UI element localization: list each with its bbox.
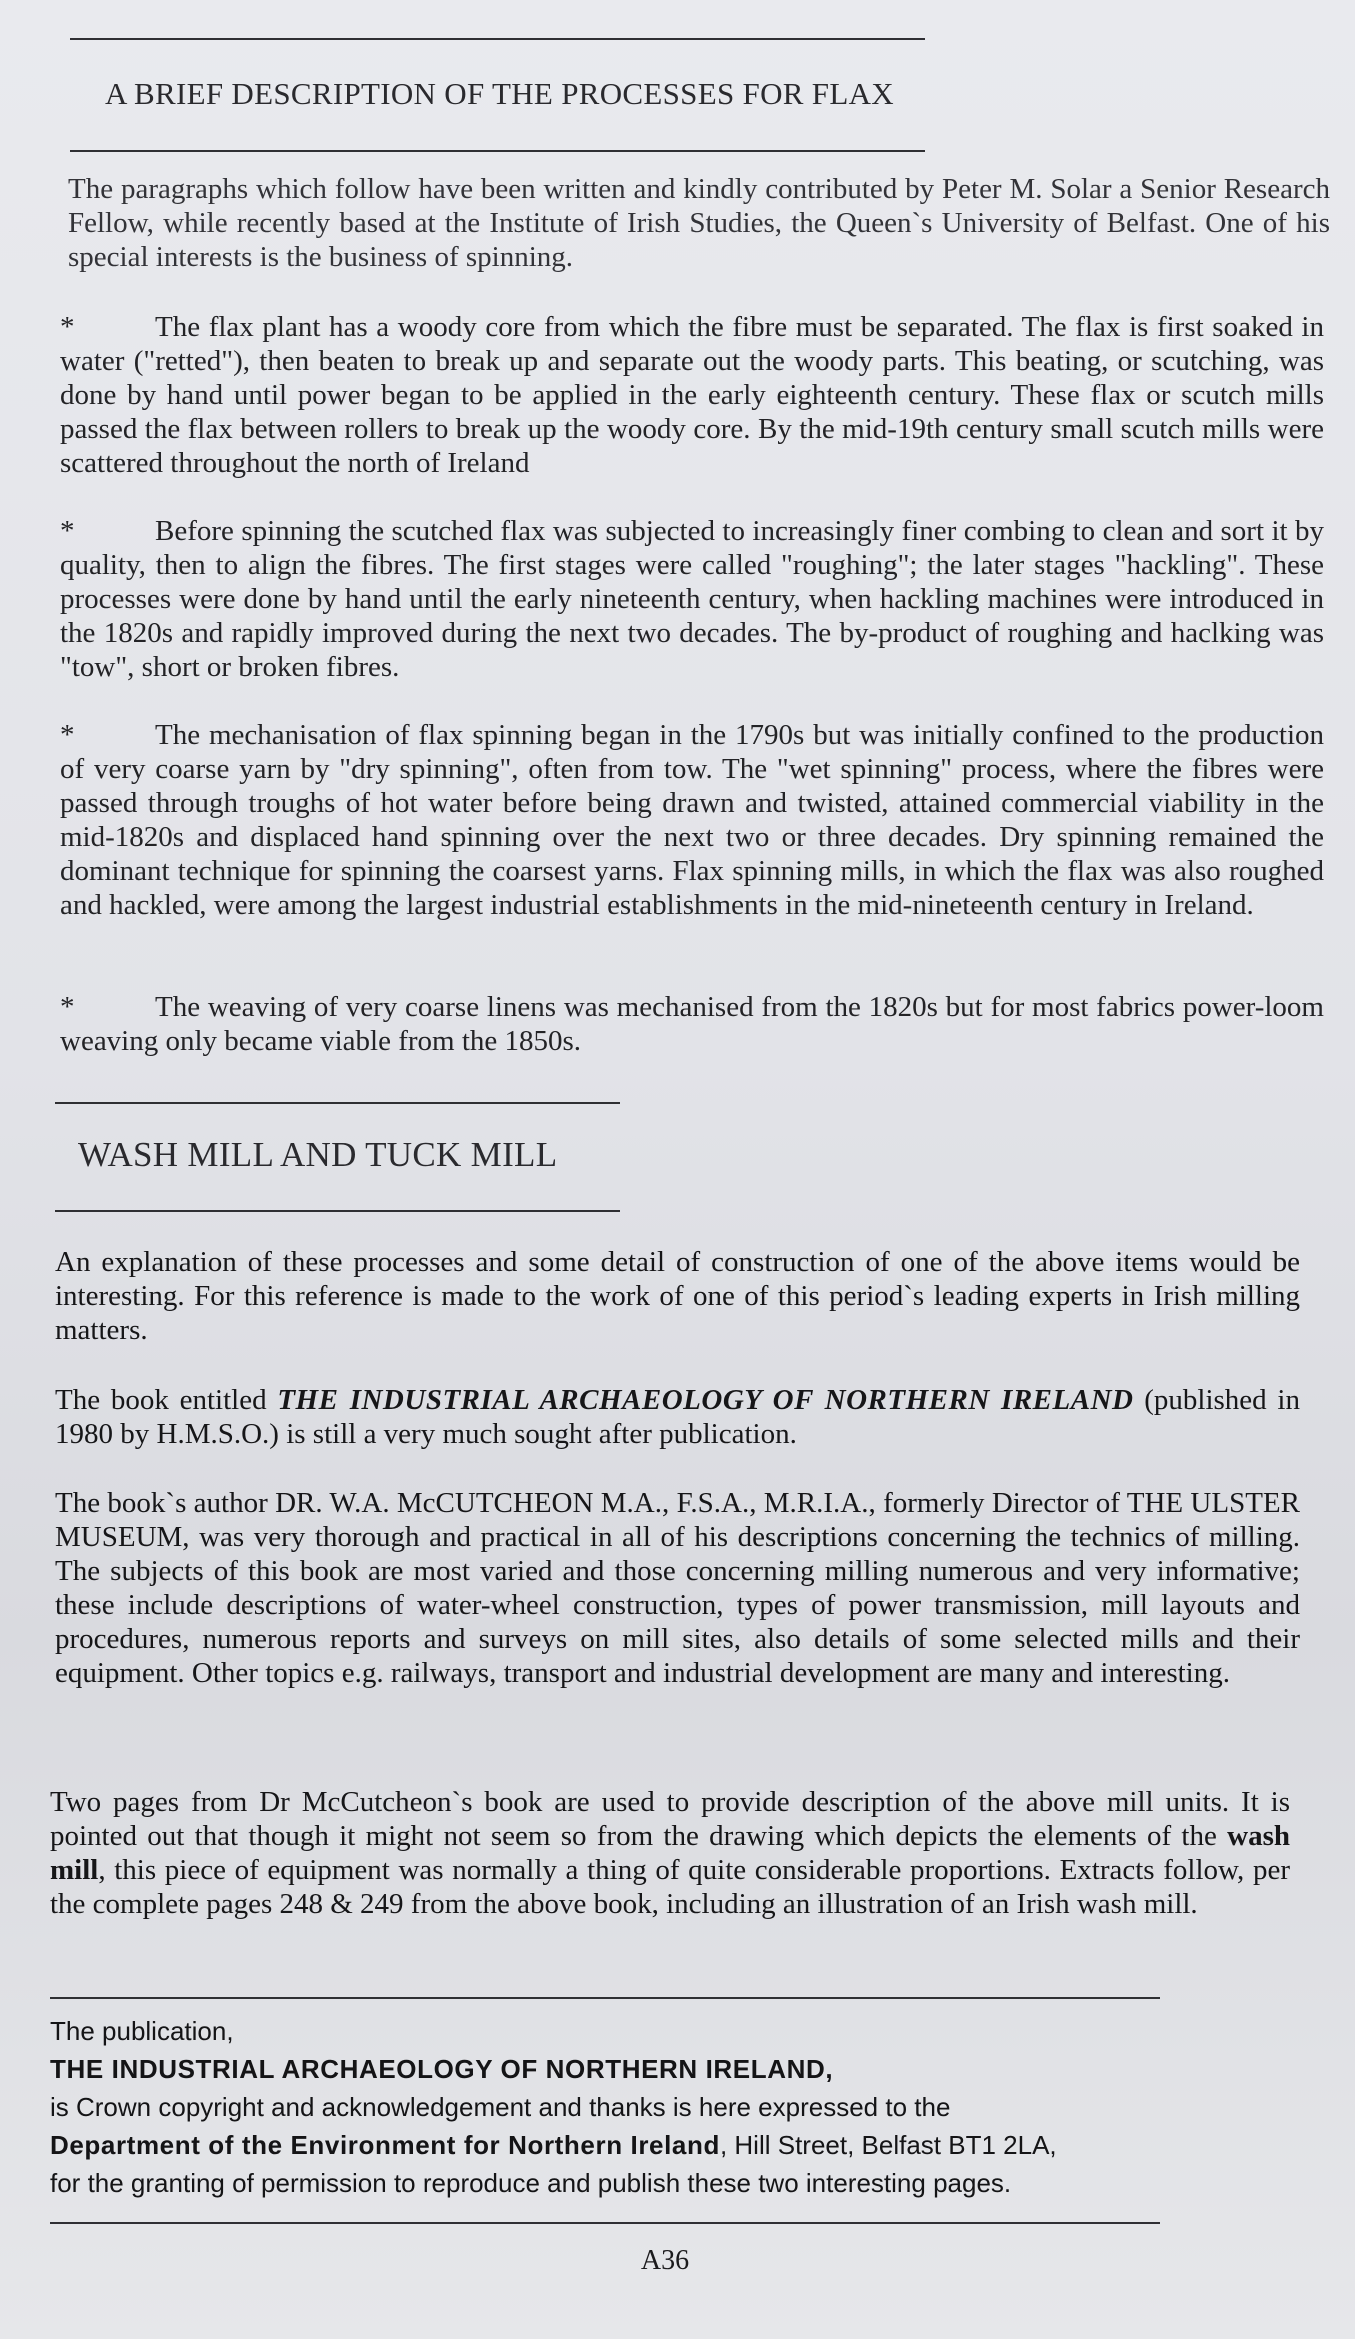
pages-text-after: , this piece of equipment was normally a thing of quite considerable proportions. Extracts follow, per the complete pages 248 & 249 from the above book, including an illustration of an Irish wash mill. [50,1854,1290,1920]
section-title-wash-mill: WASH MILL AND TUCK MILL [78,1135,558,1174]
pages-paragraph [50,1785,1290,1921]
credit-rule-top [50,1997,1160,1999]
copyright-credit [50,2012,1200,2202]
flax-item-retting [60,310,1324,480]
heading-rule-top [70,38,925,40]
credit-address: , Hill Street, Belfast BT1 2LA, [719,2130,1057,2160]
credit-department: Department of the Environment for Northern Ireland [50,2130,720,2160]
heading-rule-bottom [55,1210,620,1212]
credit-line-1: The publication, [50,2016,234,2046]
flax-item-text: The weaving of very coarse linens was mechanised from the 1820s but for most fabrics power-loom weaving only became viable from the 1850s. [60,991,1324,1057]
flax-item-hackling [60,514,1324,684]
book-title: THE INDUSTRIAL ARCHAEOLOGY OF NORTHERN IRELAND [277,1384,1134,1416]
heading-rule-top [55,1102,620,1104]
book-text-before: The book entitled [55,1384,278,1416]
heading-rule-bottom [70,150,925,152]
credit-line-4 [50,2126,1200,2164]
credit-line-5: for the granting of permission to reproduce and publish these two interesting pages. [50,2168,1012,2198]
bullet-marker: * [60,991,75,1023]
book-paragraph [55,1383,1300,1451]
pages-text-before: Two pages from Dr McCutcheon`s book are used to provide description of the above mill units. It is pointed out that though it might not seem so from the drawing which depicts the elements of the [50,1786,1290,1852]
bullet-marker: * [60,515,75,547]
section-title-flax: A BRIEF DESCRIPTION OF THE PROCESSES FOR FLAX [105,76,894,111]
credit-book-title: THE INDUSTRIAL ARCHAEOLOGY OF NORTHERN IRELAND, [50,2054,834,2084]
credit-line-3: is Crown copyright and acknowledgement and thanks is here expressed to the [50,2092,951,2122]
explanation-paragraph: An explanation of these processes and some detail of construction of one of the above items would be interesting. For this reference is made to the work of one of this period`s leading experts in Irish milling matters. [55,1246,1300,1346]
bullet-marker: * [60,719,75,751]
credit-rule-bottom [50,2222,1160,2224]
intro-paragraph: The paragraphs which follow have been written and kindly contributed by Peter M. Solar a Senior Research Fellow, while recently based at the Institute of Irish Studies, the Queen`s University of Belfast. One of his special interests is the business of spinning. [68,173,1330,273]
bullet-marker: * [60,311,75,343]
flax-item-text: Before spinning the scutched flax was subjected to increasingly finer combing to clean and sort it by quality, then to align the fibres. The first stages were called "roughing"; the later stages "hackling". These processes were done by hand until the early nineteenth century, when hackling machines were introduced in the 1820s and rapidly improved during the next two decades. The by-product of roughing and haclking was "tow", short or broken fibres. [60,515,1324,683]
flax-item-text: The mechanisation of flax spinning began in the 1790s but was initially confined to the production of very coarse yarn by "dry spinning", often from tow. The "wet spinning" process, where the fibres were passed through troughs of hot water before being drawn and twisted, attained commercial viability in the mid-1820s and displaced hand spinning over the next two or three decades. Dry spinning remained the dominant technique for spinning the coarsest yarns. Flax spinning mills, in which the flax was also roughed and hackled, were among the largest industrial establishments in the mid-nineteenth century in Ireland. [60,719,1324,921]
flax-item-spinning [60,718,1324,922]
page-number: A36 [640,2245,690,2276]
book-text-after: (published in 1980 by H.M.S.O.) is still a very much sought after publication. [55,1384,1300,1450]
flax-item-weaving [60,990,1324,1058]
author-paragraph: The book`s author DR. W.A. McCUTCHEON M.A., F.S.A., M.R.I.A., formerly Director of THE ULSTER MUSEUM, was very thorough and practical in all of his descriptions concerning the technics of milling. The subjects of this book are most varied and those concerning milling numerous and very informative; these include descriptions of water-wheel construction, types of power transmission, mill layouts and procedures, numerous reports and surveys on mill sites, also details of some selected mills and their equipment. Other topics e.g. railways, transport and industrial development are many and interesting. [55,1487,1300,1689]
flax-item-text: The flax plant has a woody core from which the fibre must be separated. The flax is first soaked in water ("retted"), then beaten to break up and separate out the woody parts. This beating, or scutching, was done by hand until power began to be applied in the early eighteenth century. These flax or scutch mills passed the flax between rollers to break up the woody core. By the mid-19th century small scutch mills were scattered throughout the north of Ireland [60,311,1324,479]
wash-mill-term: wash mill [50,1820,1290,1886]
